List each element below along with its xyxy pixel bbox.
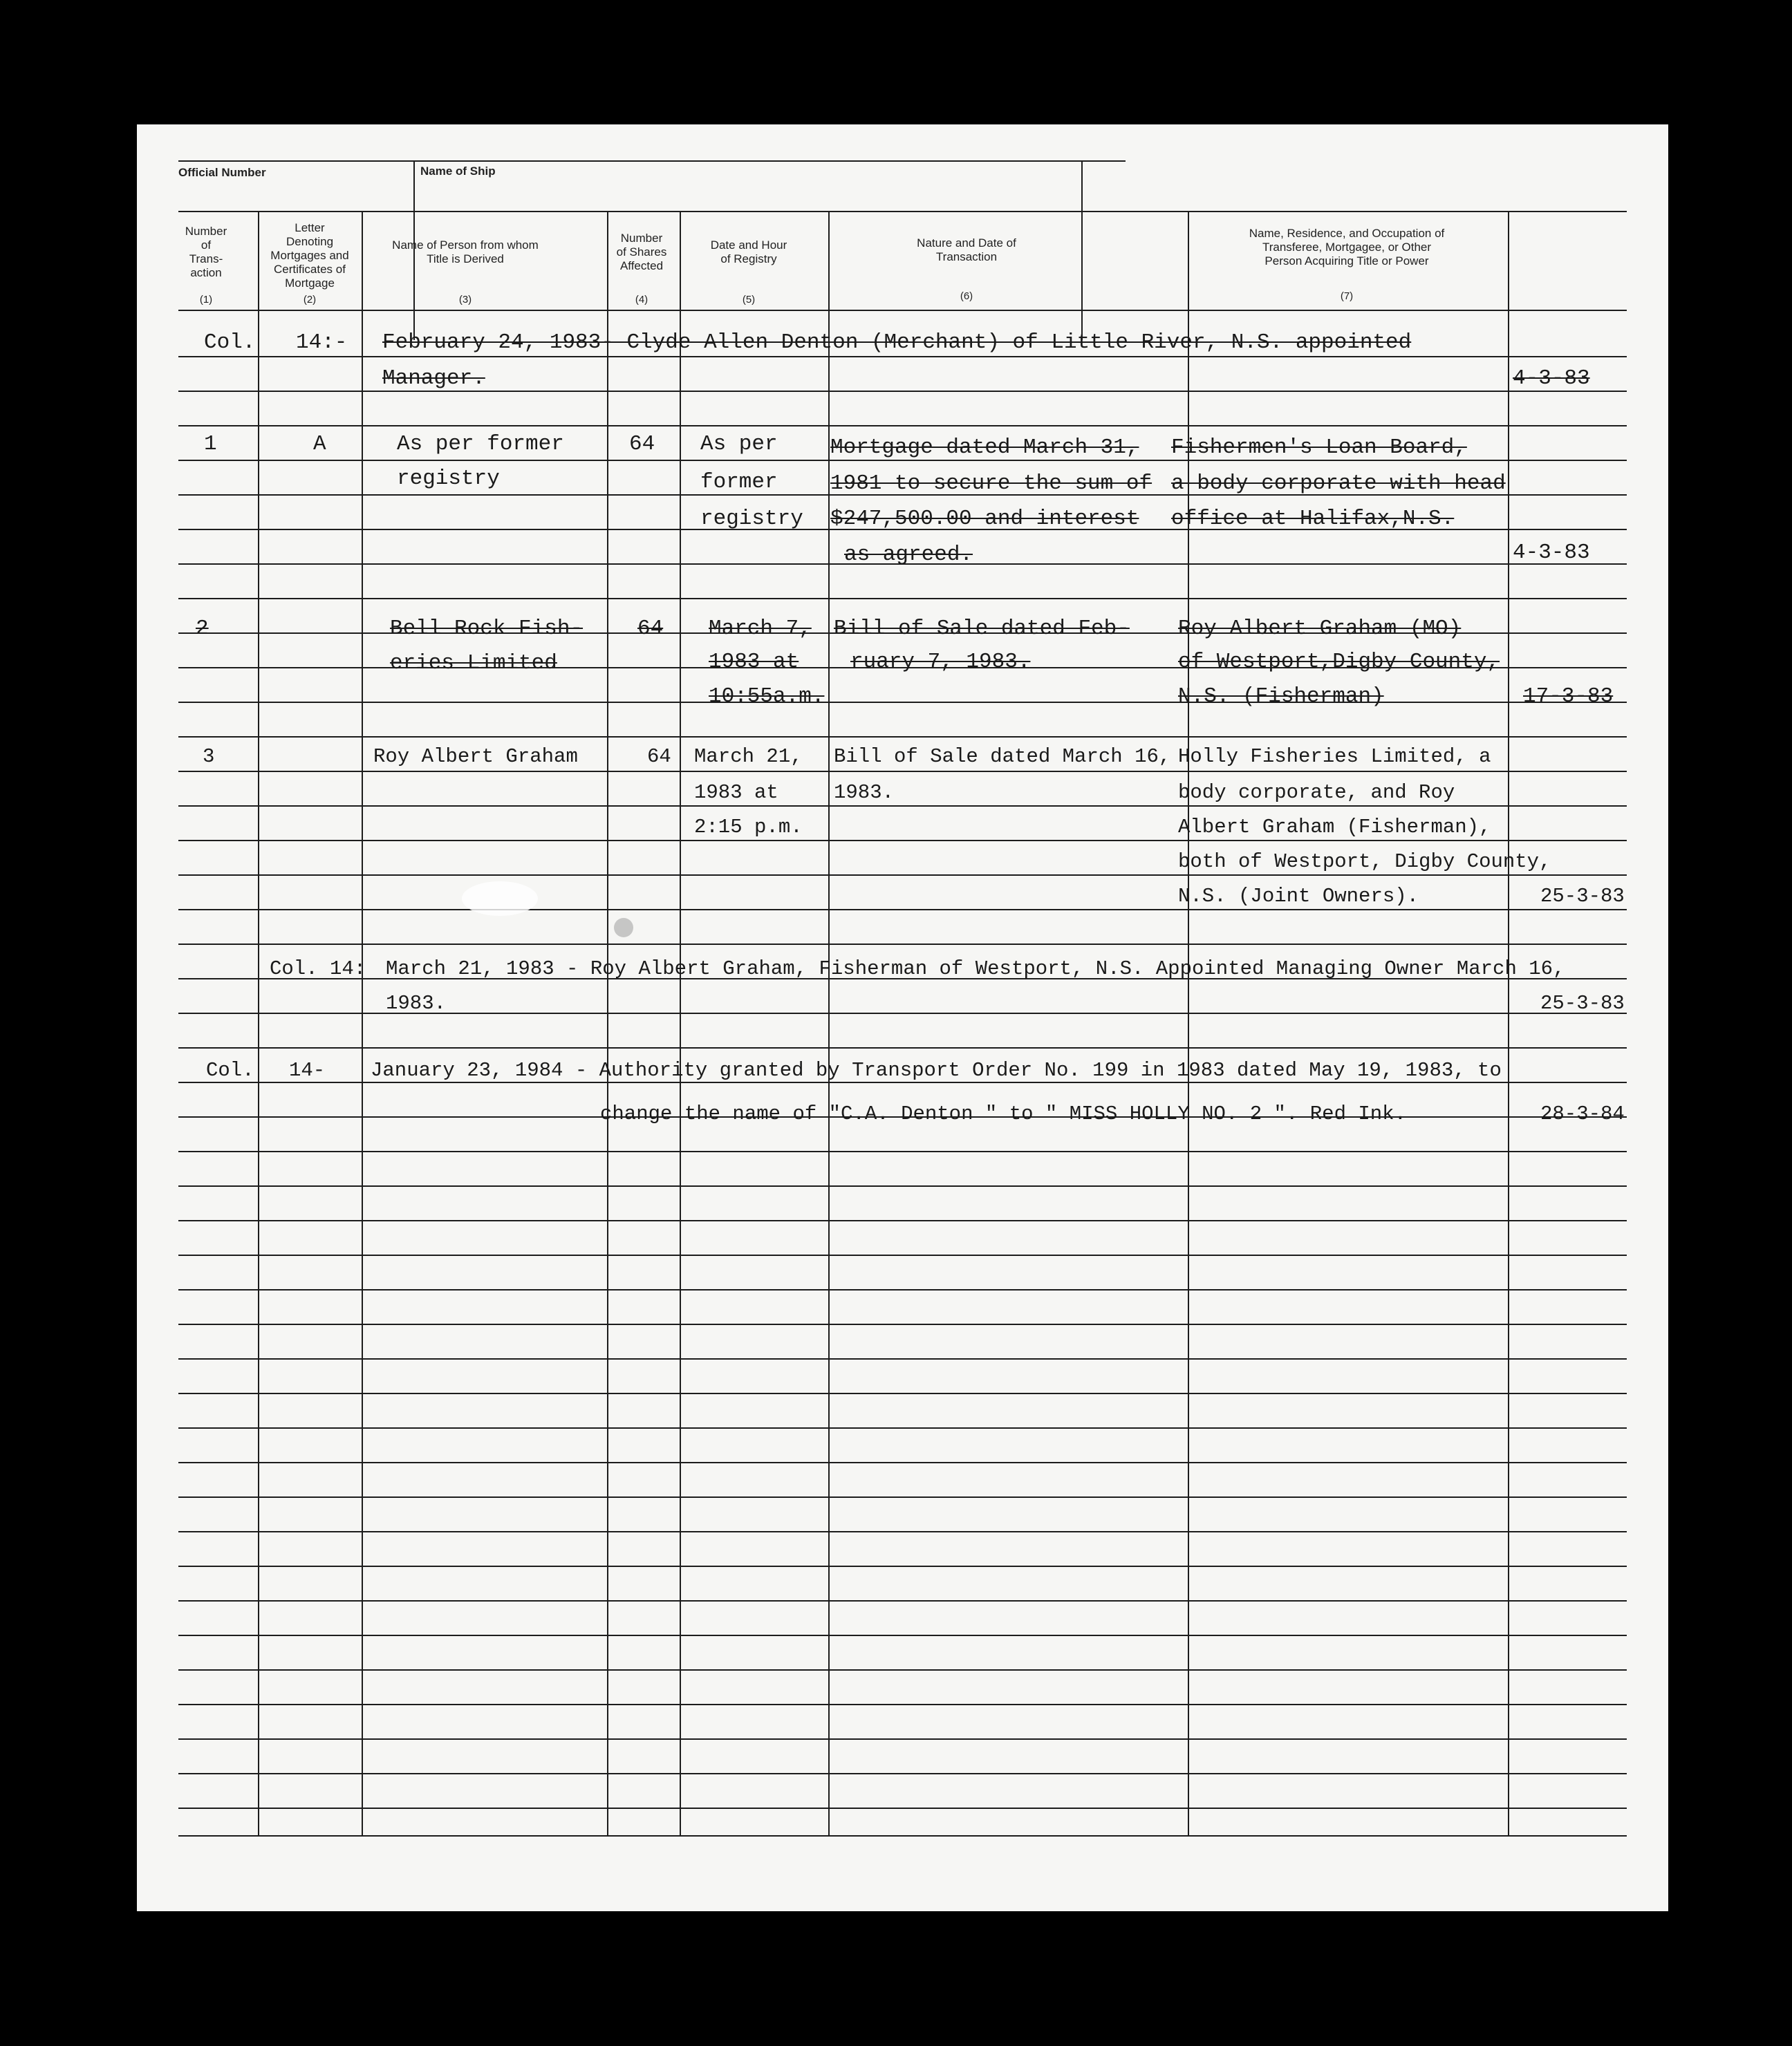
rule — [178, 1289, 1627, 1291]
col-rule-3 — [607, 211, 608, 1835]
col2-number: (2) — [303, 294, 317, 306]
entry2-nature-line1: Mortgage dated March 31, — [830, 435, 1139, 460]
entry1-line2: Manager. — [382, 366, 485, 391]
rule — [178, 771, 1627, 772]
entry2-registry-line2: former — [700, 470, 778, 494]
entry1-line1: February 24, 1983- Clyde Allen Denton (Merchant) of Little River, N.S. appointed — [382, 330, 1412, 355]
entry4-nature-line2: 1983. — [834, 781, 895, 804]
col2-header: Letter Denoting Mortgages and Certificates of Mortgage — [270, 221, 349, 290]
rule — [178, 1220, 1627, 1221]
rule — [178, 1669, 1627, 1671]
entry2-nature-line4: as agreed. — [844, 543, 973, 567]
entry4-nature-line1: Bill of Sale dated March 16, — [834, 745, 1171, 768]
header-bottom-rule — [178, 310, 1627, 311]
entry2-transferee-line2: a body corporate with head — [1171, 471, 1506, 496]
entry1-col-number: 14:- — [296, 330, 348, 355]
entry3-registry-line2: 1983 at — [709, 650, 799, 674]
entry3-transferee-line2: of Westport,Digby County, — [1178, 650, 1500, 674]
col7-header: Name, Residence, and Occupation of Transferee, Mortgagee, or Other Person Acquiring Title or Power — [1249, 227, 1445, 268]
entry6-col-number: 14- — [289, 1059, 326, 1082]
entry3-number: 2 — [196, 617, 209, 641]
entry4-number: 3 — [203, 745, 215, 768]
entry6-line1: January 23, 1984 - Authority granted by Transport Order No. 199 in 1983 dated May 19, 1983, to — [371, 1059, 1502, 1082]
rule — [178, 598, 1627, 599]
rule — [178, 1047, 1627, 1049]
entry4-registry-line3: 2:15 p.m. — [694, 816, 803, 838]
rule — [178, 1151, 1627, 1152]
col6-number: (6) — [960, 290, 973, 302]
entry2-nature-line3: $247,500.00 and interest — [830, 507, 1139, 531]
col3-header: Name of Person from whom Title is Derived — [392, 238, 539, 265]
entry4-transferee-line4: both of Westport, Digby County, — [1178, 850, 1551, 873]
entry6-line2: change the name of "C.A. Denton " to " MISS HOLLY NO. 2 ". Red Ink. — [600, 1102, 1406, 1125]
entry3-registry-line1: March 7, — [709, 617, 812, 641]
rule — [178, 1808, 1627, 1809]
register-sheet — [137, 124, 1668, 1911]
entry3-registry-line3: 10:55a.m. — [709, 684, 825, 708]
rule — [178, 840, 1627, 841]
entry2-number: 1 — [204, 432, 217, 456]
entry2-from-line1: As per former — [397, 432, 564, 456]
col7-number: (7) — [1340, 290, 1354, 302]
paper-mark — [614, 918, 633, 937]
entry2-transferee-line1: Fishermen's Loan Board, — [1171, 435, 1467, 460]
rule — [178, 1393, 1627, 1394]
col4-header: Number of Shares Affected — [616, 232, 667, 272]
col6-header: Nature and Date of Transaction — [917, 236, 1016, 263]
header-top-rule — [178, 211, 1627, 212]
entry3-from-line1: Bell Rock Fish- — [390, 617, 584, 641]
rule — [178, 1600, 1627, 1602]
entry3-nature-line2: ruary 7, 1983. — [850, 650, 1031, 674]
entry3-nature-line1: Bill of Sale dated Feb- — [834, 617, 1130, 641]
col3-number: (3) — [458, 294, 472, 306]
rule — [178, 1358, 1627, 1360]
rule — [178, 1496, 1627, 1498]
rule — [178, 702, 1627, 703]
rule — [178, 425, 1627, 426]
rule — [178, 1185, 1627, 1187]
entry3-date: 17-3-83 — [1523, 684, 1614, 708]
entry4-date: 25-3-83 — [1540, 885, 1625, 908]
entry4-from: Roy Albert Graham — [373, 745, 578, 768]
ship-name-label: Name of Ship — [420, 165, 496, 178]
col1-number: (1) — [199, 294, 213, 306]
entry2-registry-line3: registry — [700, 507, 803, 531]
entry1-date: 4-3-83 — [1513, 366, 1590, 391]
rule — [178, 1704, 1627, 1705]
col-rule-5 — [828, 211, 830, 1835]
entry3-transferee-line1: Roy Albert Graham (MO) — [1178, 617, 1462, 641]
paper-smudge — [462, 881, 538, 916]
rule — [178, 1773, 1627, 1774]
rule — [178, 1324, 1627, 1325]
entry2-date: 4-3-83 — [1513, 541, 1590, 565]
entry4-registry-line2: 1983 at — [694, 781, 778, 804]
entry4-transferee-line2: body corporate, and Roy — [1178, 781, 1455, 804]
top-box-line — [178, 160, 1126, 162]
rule — [178, 944, 1627, 945]
rule — [178, 874, 1627, 876]
entry4-transferee-line5: N.S. (Joint Owners). — [1178, 885, 1419, 908]
entry4-shares: 64 — [647, 745, 671, 768]
entry2-shares: 64 — [629, 432, 655, 456]
entry4-transferee-line1: Holly Fisheries Limited, a — [1178, 745, 1491, 768]
entry2-nature-line2: 1981 to secure the sum of — [830, 471, 1152, 496]
entry3-shares: 64 — [637, 617, 664, 641]
entry2-letter: A — [313, 432, 326, 456]
entry5-line1: March 21, 1983 - Roy Albert Graham, Fisherman of Westport, N.S. Appointed Managing Owner March 16, — [386, 957, 1565, 980]
rule — [178, 356, 1627, 357]
col-rule-4 — [680, 211, 681, 1835]
col-rule-1 — [258, 211, 259, 1835]
entry4-transferee-line3: Albert Graham (Fisherman), — [1178, 816, 1491, 838]
rule — [178, 1462, 1627, 1463]
rule — [178, 805, 1627, 807]
entry3-transferee-line3: N.S. (Fisherman) — [1178, 684, 1384, 708]
entry6-col-label: Col. — [206, 1059, 254, 1082]
entry5-date: 25-3-83 — [1540, 992, 1625, 1015]
entry2-from-line2: registry — [397, 467, 500, 491]
col5-number: (5) — [742, 294, 756, 306]
rule — [178, 1531, 1627, 1532]
col4-number: (4) — [635, 294, 648, 306]
entry2-transferee-line3: office at Halifax,N.S. — [1171, 507, 1455, 531]
rule — [178, 1635, 1627, 1636]
entry6-date: 28-3-84 — [1540, 1102, 1625, 1125]
rule — [178, 1255, 1627, 1256]
rule — [178, 1427, 1627, 1429]
rule — [178, 1835, 1627, 1837]
rule — [178, 1738, 1627, 1740]
entry5-line2: 1983. — [386, 992, 447, 1015]
rule — [178, 736, 1627, 738]
official-number-label: Official Number — [178, 166, 266, 179]
col-rule-2 — [362, 211, 363, 1835]
col5-header: Date and Hour of Registry — [710, 238, 787, 265]
entry4-registry-line1: March 21, — [694, 745, 803, 768]
entry1-col-label: Col. — [204, 330, 256, 355]
rule — [178, 909, 1627, 910]
entry2-registry-line1: As per — [700, 432, 778, 456]
rule — [178, 1566, 1627, 1567]
col1-header: Number of Trans- action — [185, 225, 227, 279]
entry5-col-label: Col. 14: — [270, 957, 366, 980]
entry3-from-line2: eries Limited — [390, 651, 557, 675]
col-rule-7 — [1508, 211, 1509, 1835]
